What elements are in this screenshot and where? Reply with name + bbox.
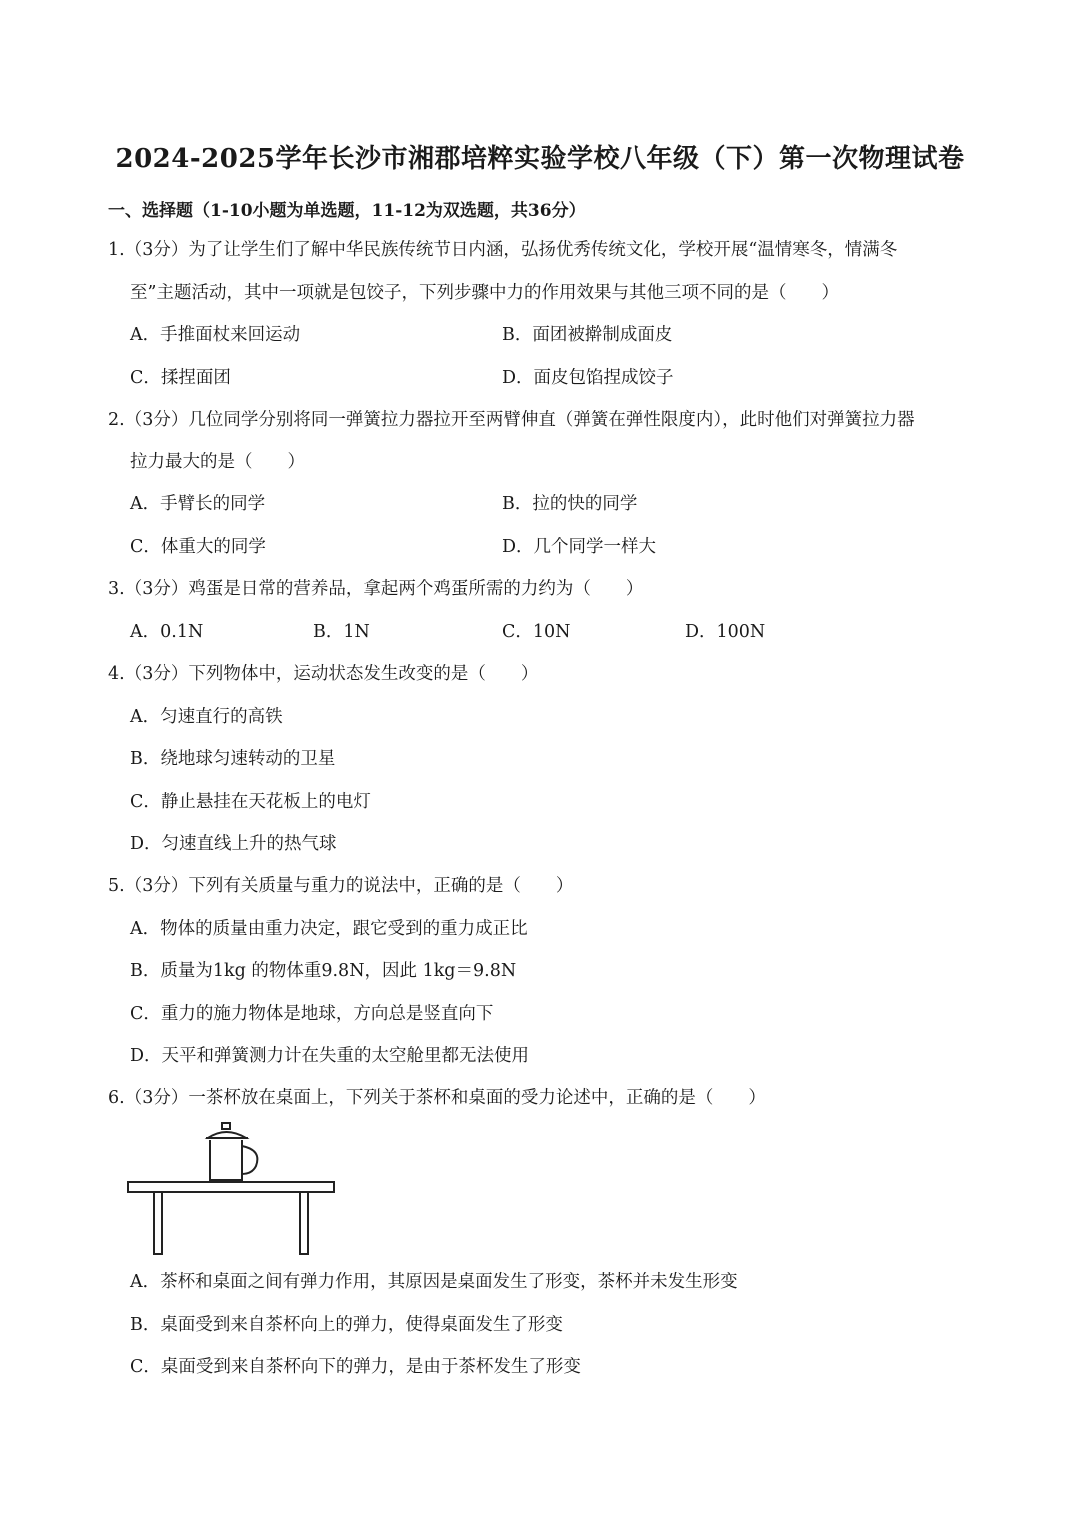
question-6-option-c: C．桌面受到来自茶杯向下的弹力，是由于茶杯发生了形变 bbox=[130, 1357, 581, 1377]
question-5-option-c: C．重力的施力物体是地球，方向总是竖直向下 bbox=[130, 1004, 494, 1024]
question-1-option-b: B．面团被擀制成面皮 bbox=[502, 325, 673, 345]
question-5-option-b: B．质量为1kg 的物体重9.8N，因此 1kg＝9.8N bbox=[130, 961, 517, 981]
question-3-option-d: D．100N bbox=[685, 622, 766, 642]
question-5-stem: 5.（3分）下列有关质量与重力的说法中，正确的是（ ） bbox=[108, 876, 574, 896]
question-6-stem: 6.（3分）一茶杯放在桌面上，下列关于茶杯和桌面的受力论述中，正确的是（ ） bbox=[108, 1088, 766, 1108]
question-6-option-b: B．桌面受到来自茶杯向上的弹力，使得桌面发生了形变 bbox=[130, 1315, 563, 1335]
question-6-option-a: A．茶杯和桌面之间有弹力作用，其原因是桌面发生了形变，茶杯并未发生形变 bbox=[130, 1272, 738, 1292]
question-1-option-c: C．揉捏面团 bbox=[130, 368, 231, 388]
question-4-option-b: B．绕地球匀速转动的卫星 bbox=[130, 749, 336, 769]
question-3-option-c: C．10N bbox=[502, 622, 571, 642]
question-1-stem-cont: 至”主题活动，其中一项就是包饺子，下列步骤中力的作用效果与其他三项不同的是（ ） bbox=[130, 283, 839, 303]
cup-on-table-figure bbox=[124, 1120, 340, 1260]
question-2-option-d: D．几个同学一样大 bbox=[502, 537, 657, 557]
question-3-option-b: B．1N bbox=[313, 622, 370, 642]
cup-body bbox=[210, 1140, 242, 1180]
table-leg-left bbox=[154, 1192, 162, 1254]
section-heading: 一、选择题（1-10小题为单选题，11-12为双选题，共36分） bbox=[108, 201, 586, 221]
question-1-option-a: A．手推面杖来回运动 bbox=[130, 325, 301, 345]
question-5-option-a: A．物体的质量由重力决定，跟它受到的重力成正比 bbox=[130, 919, 528, 939]
question-2-stem: 2.（3分）几位同学分别将同一弹簧拉力器拉开至两臂伸直（弹簧在弹性限度内），此时他们对弹簧拉力器 bbox=[108, 410, 915, 430]
question-5-option-d: D．天平和弹簧测力计在失重的太空舱里都无法使用 bbox=[130, 1046, 530, 1066]
table-top bbox=[128, 1182, 334, 1192]
question-1-stem: 1.（3分）为了让学生们了解中华民族传统节日内涵，弘扬优秀传统文化，学校开展“温情寒冬，情满冬 bbox=[108, 240, 898, 260]
cup-lid-knob bbox=[222, 1123, 230, 1129]
question-4-option-d: D．匀速直线上升的热气球 bbox=[130, 834, 337, 854]
question-4-option-c: C．静止悬挂在天花板上的电灯 bbox=[130, 792, 371, 812]
question-3-option-a: A．0.1N bbox=[130, 622, 204, 642]
question-3-stem: 3.（3分）鸡蛋是日常的营养品，拿起两个鸡蛋所需的力约为（ ） bbox=[108, 579, 644, 599]
table-leg-right bbox=[300, 1192, 308, 1254]
question-2-stem-cont: 拉力最大的是（ ） bbox=[130, 452, 305, 472]
question-1-option-d: D．面皮包馅捏成饺子 bbox=[502, 368, 674, 388]
cup-handle bbox=[242, 1146, 257, 1174]
question-4-option-a: A．匀速直行的高铁 bbox=[130, 707, 283, 727]
question-2-option-c: C．体重大的同学 bbox=[130, 537, 266, 557]
question-2-option-b: B．拉的快的同学 bbox=[502, 494, 638, 514]
question-2-option-a: A．手臂长的同学 bbox=[130, 494, 266, 514]
exam-title: 2024-2025学年长沙市湘郡培粹实验学校八年级（下）第一次物理试卷 bbox=[115, 144, 965, 174]
question-4-stem: 4.（3分）下列物体中，运动状态发生改变的是（ ） bbox=[108, 664, 539, 684]
